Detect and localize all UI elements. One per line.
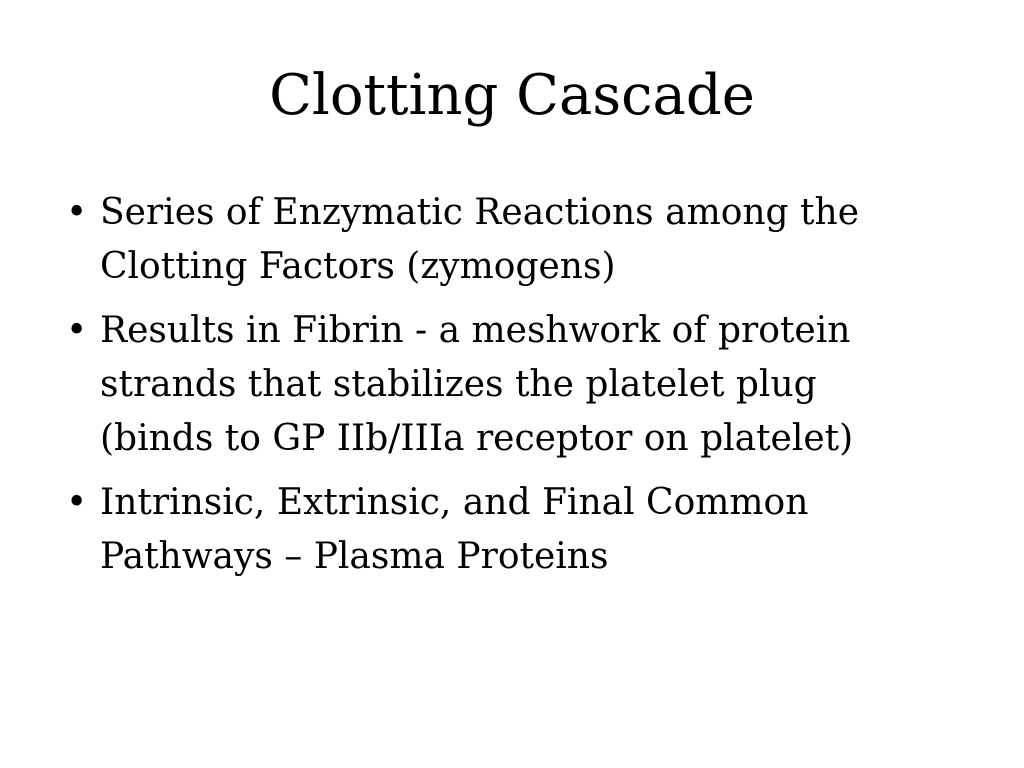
bullet-list [66,186,966,594]
bullet-line: Pathways – Plasma Proteins [100,536,609,577]
slide-title: Clotting Cascade [269,63,755,128]
bullet-marker: • [66,310,88,351]
bullet-marker: • [66,192,88,233]
bullet-item [66,186,966,294]
bullet-item [66,476,966,584]
bullet-line: (binds to GP IIb/IIIa receptor on platelet) [100,418,854,459]
bullet-line: Clotting Factors (zymogens) [100,246,616,287]
bullet-line: Intrinsic, Extrinsic, and Final Common [100,482,809,523]
bullet-line: Results in Fibrin - a meshwork of protein [100,310,851,351]
bullet-line: Series of Enzymatic Reactions among the [100,192,860,233]
bullet-line: strands that stabilizes the platelet plug [100,364,817,405]
bullet-marker: • [66,482,88,523]
bullet-item [66,304,966,466]
